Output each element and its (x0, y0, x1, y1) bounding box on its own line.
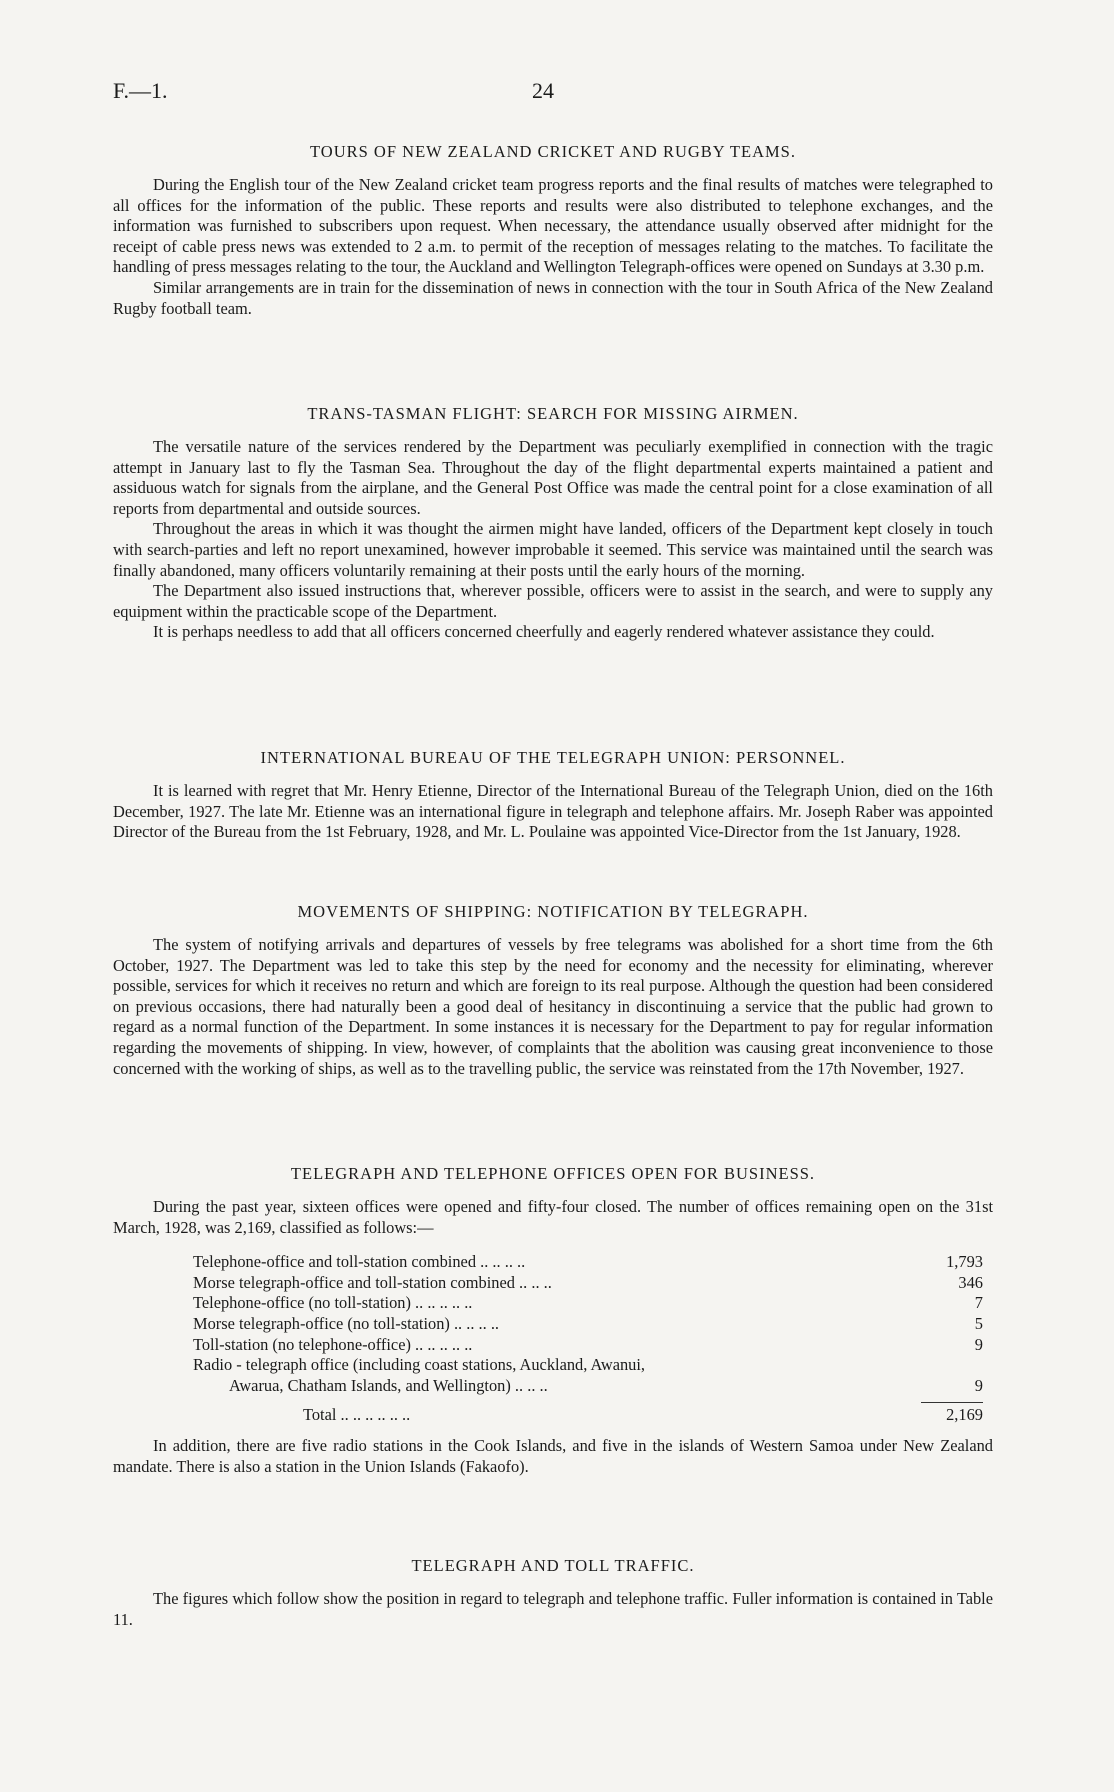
section-title: TOURS OF NEW ZEALAND CRICKET AND RUGBY TEAMS. (310, 142, 796, 161)
row-value: 7 (974, 1293, 983, 1313)
table-total-row (193, 1405, 983, 1426)
leader-dots: .. .. .. (510, 1375, 548, 1395)
table-row (193, 1273, 983, 1294)
total-rule (921, 1402, 983, 1403)
section-title: TELEGRAPH AND TELEPHONE OFFICES OPEN FOR BUSINESS. (290, 1164, 816, 1183)
paragraph: During the past year, sixteen offices were opened and fifty-four closed. The number of offices remaining open on the 31st March, 1928, was 2,169, classified as follows:— (113, 1197, 993, 1237)
table-row (193, 1335, 983, 1356)
page-number: 24 (532, 78, 554, 103)
row-value: 9 (974, 1334, 983, 1354)
table-row (193, 1355, 983, 1376)
paragraph: It is perhaps needless to add that all officers concerned cheerfully and eagerly rendered whatever assistance they could. (153, 622, 935, 642)
leader-dots: .. .. .. .. (476, 1252, 526, 1272)
paragraph: The figures which follow show the position in regard to telegraph and telephone traffic. Fuller information is contained in Table 11. (113, 1589, 993, 1629)
paragraph: In addition, there are five radio stations in the Cook Islands, and five in the islands of Western Samoa under New Zealand mandate. There is also a station in the Union Islands (Fakaofo). (113, 1435, 993, 1476)
section-telegraph-toll-traffic (113, 1556, 993, 1630)
offices-table (193, 1252, 983, 1426)
leader-dots: .. .. .. .. .. .. (336, 1405, 411, 1425)
paragraph: Similar arrangements are in train for the dissemination of news in connection with the tour in South Africa of the New Zealand Rugby football team. (113, 277, 993, 318)
total-value: 2,169 (946, 1405, 983, 1425)
table-row (193, 1376, 983, 1397)
section-trans-tasman-flight (113, 404, 993, 643)
row-value: 346 (958, 1272, 983, 1292)
table-row (193, 1314, 983, 1335)
leader-dots: .. .. .. .. .. (410, 1293, 473, 1313)
row-label: Radio - telegraph office (including coast stations, Auckland, Awanui, (193, 1355, 646, 1375)
row-label: Morse telegraph-office and toll-station combined (193, 1272, 515, 1292)
paragraph: The system of notifying arrivals and departures of vessels by free telegrams was abolished for a short time from the 6th October, 1927. The Department was led to take this step by the need for economy and the necessity for eliminating, wherever possible, services for which it receives no return and which are foreign to its real purpose. Although the question had been considered on previous occasions, there had naturally been a good deal of hesitancy in discontinuing a service that the public had grown to regard as a normal function of the Department. In some instances it is necessary for the Department to pay for regular information regarding the movements of shipping. In view, however, of complaints that the abolition was causing great inconvenience to those concerned with the working of ships, as well as to the travelling public, the service was reinstated from the 17th November, 1927. (113, 935, 993, 1078)
leader-dots: .. .. .. .. .. (410, 1334, 473, 1354)
section-offices-open (113, 1164, 993, 1477)
row-value: 5 (974, 1313, 983, 1333)
paragraph: The Department also issued instructions that, wherever possible, officers were to assist in the search, and were to supply any equipment within the practicable scope of the Department. (113, 581, 993, 621)
row-label: Telephone-office and toll-station combined (193, 1252, 477, 1272)
row-label: Morse telegraph-office (no toll-station) (193, 1313, 450, 1333)
section-title: TELEGRAPH AND TOLL TRAFFIC. (411, 1556, 695, 1575)
paragraph: The versatile nature of the services rendered by the Department was peculiarly exemplified in connection with the tragic attempt in January last to fly the Tasman Sea. Throughout the day of the flight departmental experts maintained a patient and assiduous watch for signals from the airplane, and the General Post Office was made the central point for a close examination of all reports from departmental and outside sources. (113, 437, 993, 518)
section-title: INTERNATIONAL BUREAU OF THE TELEGRAPH UNION: PERSONNEL. (260, 748, 846, 767)
table-row (193, 1252, 983, 1273)
row-value: 9 (974, 1375, 983, 1395)
section-title: TRANS-TASMAN FLIGHT: SEARCH FOR MISSING AIRMEN. (307, 404, 799, 423)
row-label: Telephone-office (no toll-station) (193, 1293, 411, 1313)
row-value: 1,793 (946, 1252, 983, 1272)
section-cricket-rugby-tours (113, 142, 993, 319)
section-title: MOVEMENTS OF SHIPPING: NOTIFICATION BY TELEGRAPH. (297, 902, 809, 921)
paragraph: During the English tour of the New Zealand cricket team progress reports and the final results of matches were telegraphed to all offices for the information of the public. These reports and results were also distributed to telephone exchanges, and the information was furnished to subscribers upon request. When necessary, the attendance usually observed after midnight for the receipt of cable press news was extended to 2 a.m. to permit of the reception of messages relating to the matches. To facilitate the handling of press messages relating to the tour, the Auckland and Wellington Telegraph-offices were opened on Sundays at 3.30 p.m. (113, 175, 993, 277)
row-label-continued: Awarua, Chatham Islands, and Wellington) (229, 1375, 511, 1395)
paragraph: Throughout the areas in which it was thought the airmen might have landed, officers of the Department kept closely in touch with search-parties and left no report unexamined, however improbable it seemed. This service was maintained until the search was finally abandoned, many officers voluntarily remaining at their posts until the early hours of the morning. (113, 519, 993, 580)
table-row (193, 1293, 983, 1314)
row-label: Toll-station (no telephone-office) (193, 1334, 411, 1354)
section-international-bureau (113, 748, 993, 843)
paragraph: It is learned with regret that Mr. Henry Etienne, Director of the International Bureau of the Telegraph Union, died on the 16th December, 1927. The late Mr. Etienne was an international figure in telegraph and telephone affairs. Mr. Joseph Raber was appointed Director of the Bureau from the 1st February, 1928, and Mr. L. Poulaine was appointed Vice-Director from the 1st January, 1928. (113, 781, 993, 842)
leader-dots: .. .. .. (514, 1272, 552, 1292)
section-shipping-movements (113, 902, 993, 1079)
total-label: Total (303, 1405, 337, 1425)
document-reference: F.—1. (113, 78, 168, 103)
leader-dots: .. .. .. .. (449, 1313, 500, 1333)
